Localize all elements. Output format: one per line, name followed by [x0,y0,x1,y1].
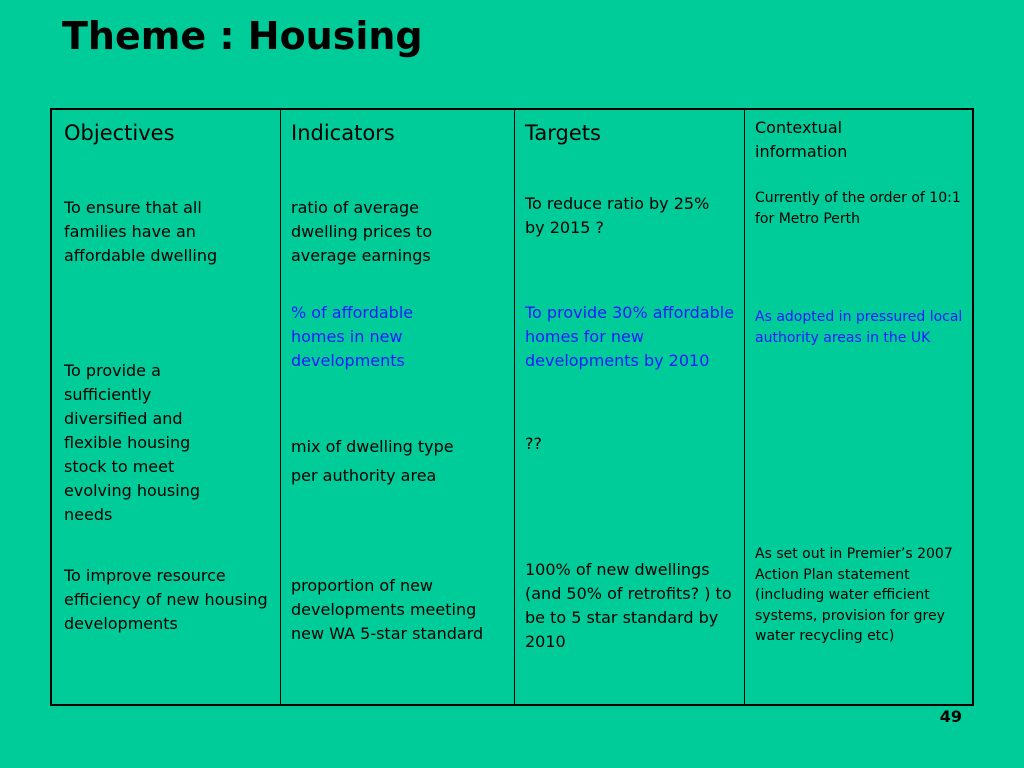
contextual-column [744,110,974,704]
targets-column [514,110,744,704]
housing-table [50,108,974,706]
target-ratio: To reduce ratio by 25% by 2015 ? [525,194,710,237]
targets-header: Targets [525,121,601,145]
contextual-header: Contextual information [755,118,848,161]
objectives-column [52,110,280,704]
indicator-affordable: % of affordable homes in new developments [291,303,414,370]
indicator-5star: proportion of new developments meeting new WA 5-star standard [291,576,484,643]
target-unknown: ?? [525,434,542,453]
contextual-perth: Currently of the order of 10:1 for Metro Perth [755,190,961,227]
contextual-uk: As adopted in pressured local authority areas in the UK [755,309,963,346]
indicator-mix: mix of dwelling type [291,437,454,456]
objectives-header: Objectives [64,121,175,145]
slide-title: Theme : Housing [62,14,423,58]
target-5star: 100% of new dwellings (and 50% of retrofits? ) to be to 5 star standard by 2010 [525,560,732,651]
indicator-authority: per authority area [291,466,437,485]
indicator-ratio: ratio of average dwelling prices to average earnings [291,198,433,265]
contextual-premier: As set out in Premier’s 2007 Action Plan statement (including water efficient systems, provision for grey water recycling etc) [755,546,953,644]
target-affordable: To provide 30% affordable homes for new developments by 2010 [525,303,735,370]
objective-affordable: To ensure that all families have an affordable dwelling [64,198,218,265]
objective-efficiency: To improve resource efficiency of new housing developments [64,566,268,633]
page-number: 49 [939,707,962,726]
indicators-column [280,110,514,704]
indicators-header: Indicators [291,121,395,145]
objective-diversified: To provide a sufficiently diversified and flexible housing stock to meet evolving housing needs [64,361,200,524]
